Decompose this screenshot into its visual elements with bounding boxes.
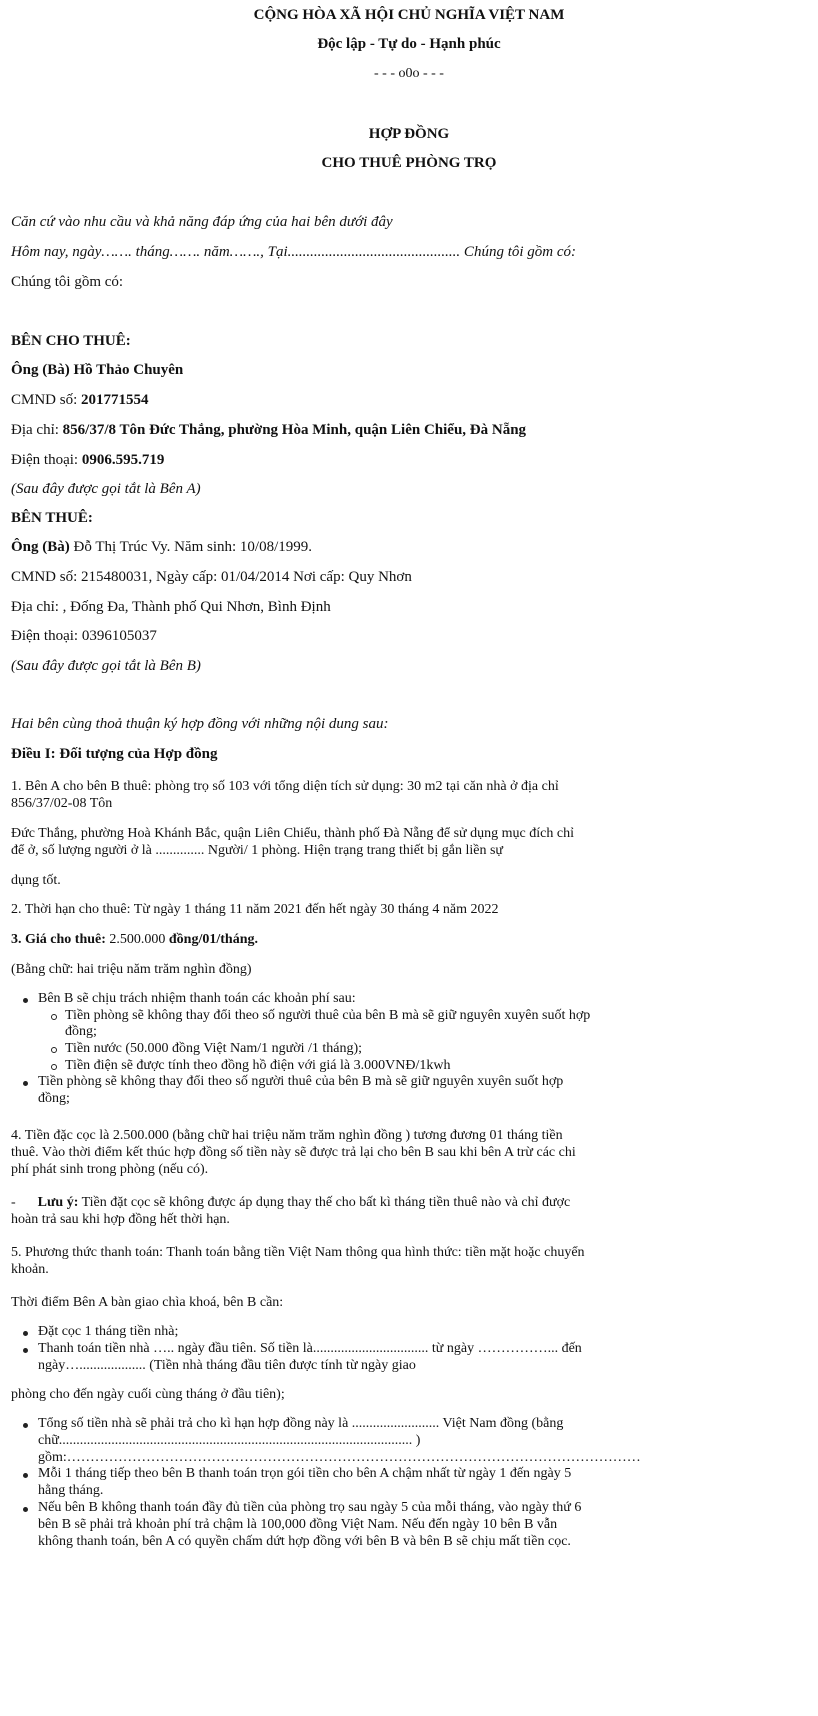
bullet-icon xyxy=(23,1348,28,1353)
contract-subtitle: CHO THUÊ PHÒNG TRỌ xyxy=(321,155,497,171)
note-line-1: Tiền đặt cọc sẽ không được áp dụng thay thế cho bất kì tháng tiền thuê nào và chỉ được xyxy=(78,1195,571,1210)
fees-intro: Bên B sẽ chịu trách nhiệm thanh toán các khoản phí sau: xyxy=(38,991,356,1006)
party-a-heading: BÊN CHO THUÊ: xyxy=(11,333,131,349)
sub-bullet-icon xyxy=(51,1014,57,1020)
party-b-name-rest: Đỗ Thị Trúc Vy. Năm sinh: 10/08/1999. xyxy=(69,539,313,555)
bullet-icon xyxy=(23,1473,28,1478)
party-b-name-label: Ông (Bà) xyxy=(11,539,70,555)
party-a-phone-value: 0906.595.719 xyxy=(81,452,165,468)
party-b-heading: BÊN THUÊ: xyxy=(11,510,93,526)
item-4-line-2: thuê. Vào thời điểm kết thúc hợp đồng số tiền này sẽ được trả lại cho bên B sau khi bên A trừ các chi xyxy=(11,1145,576,1160)
item-4-line-3: phí phát sinh trong phòng (nếu có). xyxy=(11,1162,209,1177)
total-line-2: chữ..................................................................................................... ) xyxy=(38,1433,421,1448)
national-motto: Độc lập - Tự do - Hạnh phúc xyxy=(317,36,501,52)
sub-bullet-icon xyxy=(51,1047,57,1053)
item-3-unit: đồng/01/tháng. xyxy=(168,932,258,947)
fee-1-line-1: Tiền phòng sẽ không thay đổi theo số người thuê của bên B mà sẽ giữ nguyên xuyên suốt hợp xyxy=(65,1008,591,1023)
item-5-line-1: 5. Phương thức thanh toán: Thanh toán bằng tiền Việt Nam thông qua hình thức: tiền mặt hoặc chuyển xyxy=(11,1245,585,1260)
country-title: CỘNG HÒA XÃ HỘI CHỦ NGHĨA VIỆT NAM xyxy=(253,7,565,23)
handover-payment-line-2: ngày…................... (Tiền nhà tháng đầu tiên được tính từ ngày giao xyxy=(38,1358,416,1373)
late-fee-line-3: không thanh toán, bên A có quyền chấm dứt hợp đồng với bên B và bên B sẽ chịu mất tiền cọc. xyxy=(38,1534,571,1549)
fee-1-line-2: đồng; xyxy=(65,1024,97,1039)
party-b-phone: Điện thoại: 0396105037 xyxy=(11,628,157,644)
handover-payment-cont: phòng cho đến ngày cuối cùng tháng ở đầu tiên); xyxy=(11,1387,285,1402)
contract-title: HỢP ĐỒNG xyxy=(368,126,450,142)
bullet-icon xyxy=(23,1507,28,1512)
item-2-term: 2. Thời hạn cho thuê: Từ ngày 1 tháng 11 năm 2021 đến hết ngày 30 tháng 4 năm 2022 xyxy=(11,902,499,917)
note-dash: - xyxy=(11,1195,16,1210)
note-label: Lưu ý: xyxy=(37,1195,79,1210)
party-b-id: CMND số: 215480031, Ngày cấp: 01/04/2014 Nơi cấp: Quy Nhơn xyxy=(11,569,412,585)
late-fee-line-1: Nếu bên B không thanh toán đầy đủ tiền của phòng trọ sau ngày 5 của mỗi tháng, vào ngày thứ 6 xyxy=(38,1500,582,1515)
party-b-address: Địa chỉ: , Đống Đa, Thành phố Qui Nhơn, Bình Định xyxy=(11,599,331,615)
monthly-payment-line-1: Mỗi 1 tháng tiếp theo bên B thanh toán trọn gói tiền cho bên A chậm nhất từ ngày 1 đến ngày 5 xyxy=(38,1466,572,1481)
handover-deposit: Đặt cọc 1 tháng tiền nhà; xyxy=(38,1324,179,1339)
late-fee-line-2: bên B sẽ phải trả khoản phí trả chậm là 100,000 đồng Việt Nam. Nếu đến ngày 10 bên B vẫn xyxy=(38,1517,558,1532)
party-b-note: (Sau đây được gọi tắt là Bên B) xyxy=(11,658,201,674)
article-1-heading: Điều I: Đối tượng của Hợp đồng xyxy=(11,746,218,762)
party-a-address-value: 856/37/8 Tôn Đức Thắng, phường Hòa Minh, quận Liên Chiểu, Đà Nẵng xyxy=(62,422,527,438)
party-a-phone-label: Điện thoại: xyxy=(11,452,82,468)
bullet-icon xyxy=(23,998,28,1003)
item-4-line-1: 4. Tiền đặc cọc là 2.500.000 (bằng chữ hai triệu năm trăm nghìn đồng ) tương đương 01 tháng tiền xyxy=(11,1128,563,1143)
date-place-line: Hôm nay, ngày……. tháng……. năm……., Tại.............................................. Chúng tôi gồm có: xyxy=(11,244,577,260)
party-a-name: Ông (Bà) Hồ Thảo Chuyên xyxy=(11,362,184,378)
deposit-note xyxy=(11,1194,570,1212)
party-b-name xyxy=(11,538,312,556)
item-5-line-2: khoản. xyxy=(11,1262,49,1277)
monthly-payment-line-2: hằng tháng. xyxy=(38,1483,104,1498)
bullet-icon xyxy=(23,1081,28,1086)
item-1-line-1: 1. Bên A cho bên B thuê: phòng trọ số 103 với tổng diện tích sử dụng: 30 m2 tại căn nhà ở địa chỉ xyxy=(11,779,559,794)
party-a-address xyxy=(11,421,526,439)
agreement-intro: Hai bên cùng thoả thuận ký hợp đồng với những nội dung sau: xyxy=(11,716,389,732)
fee-3-electricity: Tiền điện sẽ được tính theo đồng hồ điện với giá là 3.000VNĐ/1kwh xyxy=(65,1058,451,1073)
total-line-3: gồm:…………………………………………………………………………………………………………… xyxy=(38,1450,641,1465)
item-3-words: (Bằng chữ: hai triệu năm trăm nghìn đồng) xyxy=(11,962,252,977)
header-separator: - - - o0o - - - xyxy=(374,66,444,81)
item-3-price xyxy=(11,931,258,949)
handover-intro: Thời điểm Bên A bàn giao chìa khoá, bên B cần: xyxy=(11,1295,284,1310)
party-a-id-value: 201771554 xyxy=(81,392,149,408)
bullet-icon xyxy=(23,1423,28,1428)
note-line-2: hoàn trả sau khi hợp đồng hết thời hạn. xyxy=(11,1212,230,1227)
sub-bullet-icon xyxy=(51,1064,57,1070)
item-1-line-3: Đức Thắng, phường Hoà Khánh Bắc, quận Liên Chiểu, thành phố Đà Nẵng để sử dụng mục đích chỉ xyxy=(11,826,574,841)
fee-2-water: Tiền nước (50.000 đồng Việt Nam/1 người /1 tháng); xyxy=(65,1041,363,1056)
fee-4-line-2: đồng; xyxy=(38,1091,70,1106)
item-1-line-5: dụng tốt. xyxy=(11,873,61,888)
party-a-id xyxy=(11,391,149,409)
handover-payment-line-1: Thanh toán tiền nhà ….. ngày đầu tiên. Số tiền là................................. từ ngày ……………... đến xyxy=(38,1341,582,1356)
party-a-address-label: Địa chỉ: xyxy=(11,422,63,438)
item-3-amount: 2.500.000 xyxy=(105,932,169,947)
basis-line: Căn cứ vào nhu cầu và khả năng đáp ứng của hai bên dưới đây xyxy=(11,214,393,230)
bullet-icon xyxy=(23,1331,28,1336)
parties-intro: Chúng tôi gồm có: xyxy=(11,274,124,290)
item-1-line-2: 856/37/02-08 Tôn xyxy=(11,796,113,811)
item-1-line-4: để ở, số lượng người ở là .............. Người/ 1 phòng. Hiện trạng trang thiết bị gắn liền sự xyxy=(11,843,503,858)
fee-4-line-1: Tiền phòng sẽ không thay đổi theo số người thuê của bên B mà sẽ giữ nguyên xuyên suốt hợp xyxy=(38,1074,564,1089)
party-a-note: (Sau đây được gọi tắt là Bên A) xyxy=(11,481,201,497)
item-3-label: 3. Giá cho thuê: xyxy=(11,932,106,947)
party-a-id-label: CMND số: xyxy=(11,392,82,408)
party-a-phone xyxy=(11,451,164,469)
total-line-1: Tổng số tiền nhà sẽ phải trả cho kì hạn hợp đồng này là ......................... Việt Nam đồng (bằng xyxy=(38,1416,564,1431)
